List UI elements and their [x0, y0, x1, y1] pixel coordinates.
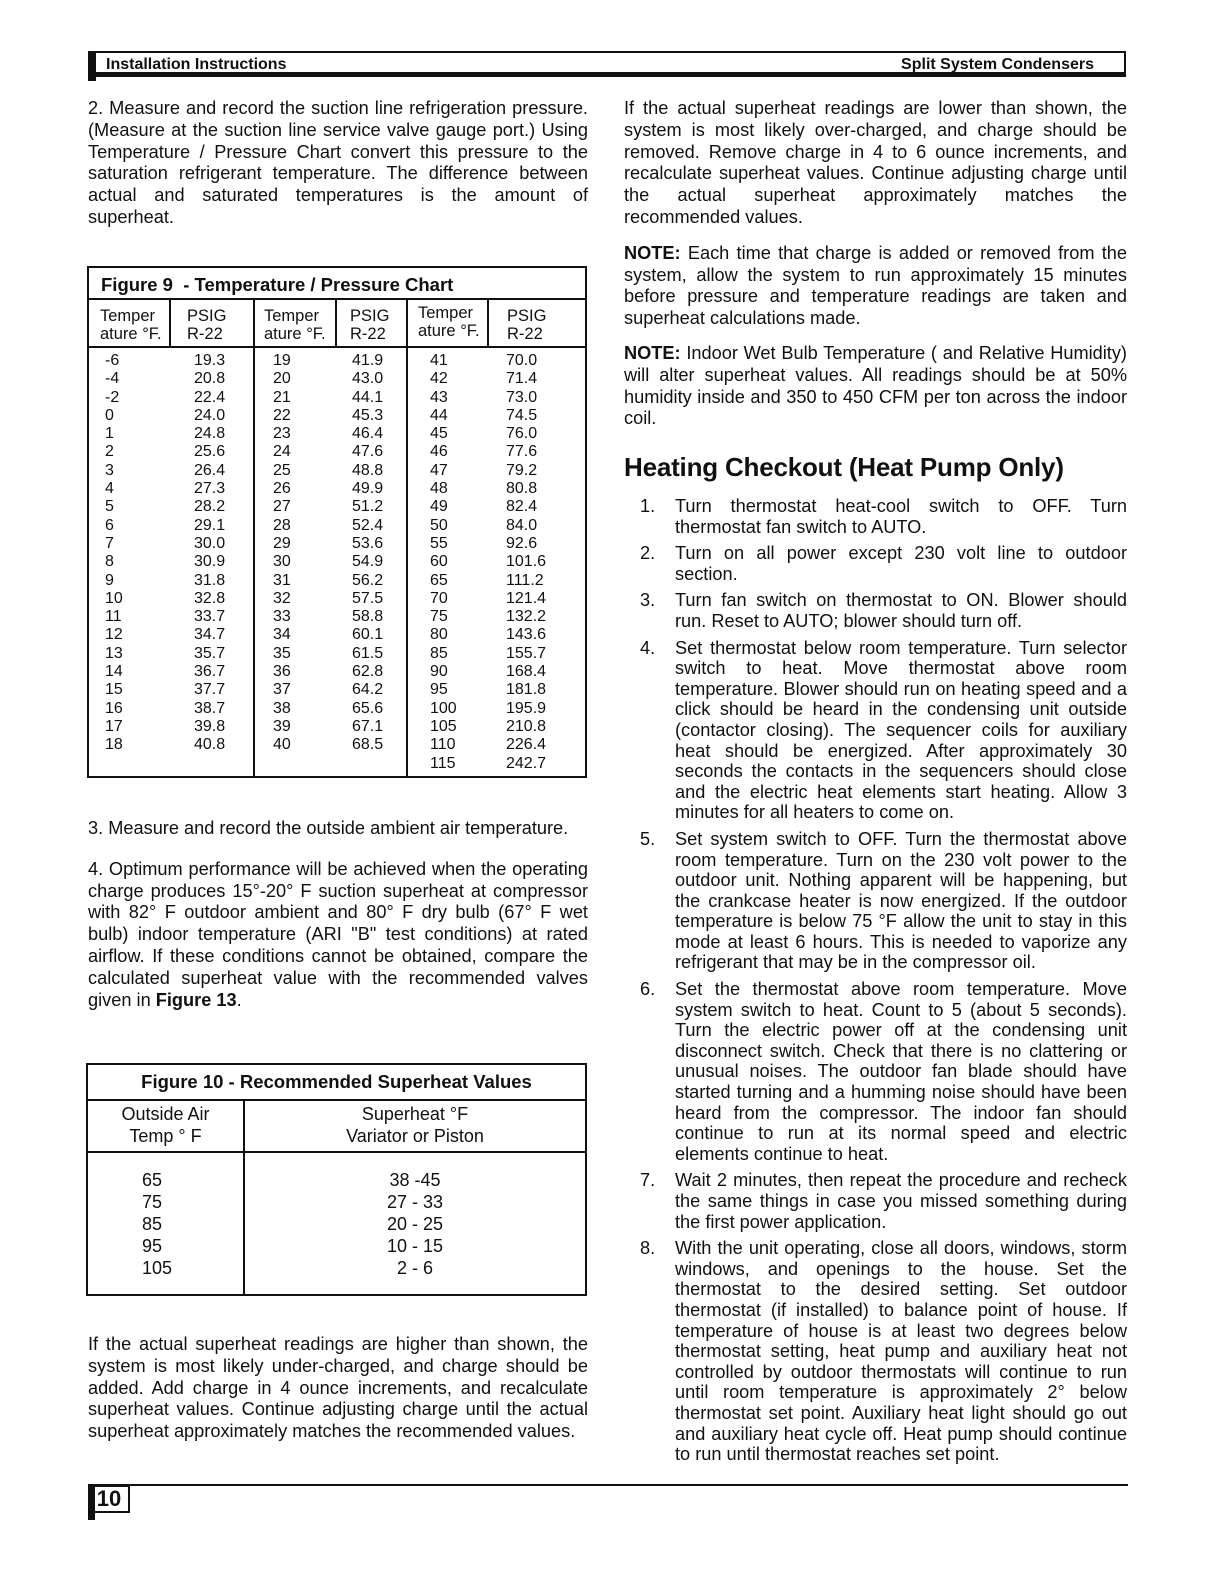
figure-9-psig-col-1: 19.3 20.8 22.4 24.0 24.8 25.6 26.4 27.3 28.2 29.1 30.0 30.9 31.8 32.8 33.7 34.7 35.7 36.7 37.7 38.7 39.8 40.8: [194, 352, 226, 754]
step-number: 1.: [640, 496, 656, 516]
figure-10-header-superheat: Superheat °F Variator or Piston: [346, 1104, 484, 1146]
section-heading-heating-checkout: Heating Checkout (Heat Pump Only): [624, 452, 1064, 482]
figure-9-divider: [253, 298, 255, 776]
figure-10-superheat-table: [86, 1063, 587, 1296]
header-text: ature °F.: [264, 325, 326, 343]
figure-9-psig-col-2: 41.9 43.0 44.1 45.3 46.4 47.6 48.8 49.9 51.2 52.4 53.6 54.9 56.2 57.5 58.8 60.1 61.5 62.8 64.2 65.6 67.1 68.5: [352, 352, 384, 754]
step-number: 8.: [640, 1238, 656, 1259]
paragraph-overcharged: If the actual superheat readings are lower than shown, the system is most likely over-charged, and charge should be removed. Remove charge in 4 to 6 ounce increments, and recalculate superheat values. Continue adjusting charge until the actual superheat approximately matches the recommended values.: [624, 98, 1127, 227]
figure-10-header-outside-air: Outside Air Temp ° F: [121, 1104, 210, 1146]
left-column-bottom: [88, 1334, 588, 1443]
figure-10-superheat-values: 38 -45 27 - 33 20 - 25 10 - 15 2 - 6: [386, 1170, 444, 1278]
note-charge-time: [624, 243, 1127, 330]
figure-9-temperature-pressure-chart: [87, 266, 587, 778]
step-number: 2.: [640, 543, 656, 564]
header-left-title: Installation Instructions: [106, 56, 287, 73]
figure-10-temps: 65 75 85 95 105: [142, 1170, 173, 1278]
paragraph-step-2: 2. Measure and record the suction line refrigeration pressure. (Measure at the suction line service valve gauge port.) Using Temperature / Pressure Chart convert this pressure to the saturation refrigerant temperature. The difference between actual and saturated temperatures is the amount of superheat.: [88, 98, 588, 227]
note-text: Each time that charge is added or removed from the system, allow the system to run approximately 15 minutes before pressure and temperature readings are taken and superheat calculations made.: [624, 242, 1127, 329]
step-text: With the unit operating, close all doors, windows, storm windows, and openings to the house. Set the thermostat to the desired setting. Set outdoor thermostat (if installed) to balance point of house. If temperature of house is at least two degrees below thermostat setting, heat pump and auxiliary heat not controlled by outdoor thermostats will continue to run until room temperature is approximately 2° below thermostat set point. Auxiliary heat light should go out and auxiliary heat cycle off. Heat pump should continue to run until thermostat reaches set point.: [675, 1238, 1127, 1465]
step-number: 7.: [640, 1170, 656, 1191]
figure-9-temps-col-3: 41 42 43 44 45 46 47 48 49 50 55 60 65 70 75 80 85 90 95 100 105 110 115: [430, 352, 457, 772]
figure-9-header-rule: [89, 346, 585, 348]
list-item: [624, 543, 1127, 584]
figure-9-header-temp-1: [100, 307, 162, 343]
figure-9-divider: [406, 298, 408, 776]
figure-9-title-text: - Temperature / Pressure Chart: [183, 274, 454, 295]
step-number: 6.: [640, 979, 656, 1000]
figure-9-header-psig-3: [507, 307, 546, 343]
header-right-title: Split System Condensers: [901, 56, 1094, 73]
list-item: [624, 1238, 1127, 1465]
header-text: PSIG: [350, 307, 390, 325]
figure-9-label: Figure 9: [101, 274, 173, 295]
page-number: 10: [96, 1486, 122, 1511]
left-column-middle: [88, 818, 588, 1011]
header-text: Temper: [100, 307, 156, 325]
step-text: Set thermostat below room temperature. Turn selector switch to heat. Move thermostat above room temperature. Blower should run on heating speed and a click should be heard in the condensing unit outside (contactor closing). The sequencer coils for auxiliary heat should be energized. After approximately 30 seconds the contacts in the sequencers should close and the electric heat elements start heating. Allow 3 minutes for all heaters to come on.: [675, 637, 1127, 823]
paragraph-step-3: 3. Measure and record the outside ambient air temperature.: [88, 818, 569, 838]
step-text: Turn on all power except 230 volt line to outdoor section.: [675, 543, 1127, 584]
figure-9-header-psig-1: [187, 307, 226, 343]
header-accent-bar: [88, 51, 96, 81]
figure-10-header-rule: [88, 1151, 585, 1153]
figure-10-rule: [88, 1099, 585, 1101]
header-text: Temper: [264, 307, 320, 325]
figure-9-header-temp-3: [418, 304, 480, 340]
figure-9-header-temp-2: [264, 307, 326, 343]
figure-9-header-psig-2: [350, 307, 389, 343]
step-text: Set system switch to OFF. Turn the thermostat above room temperature. Turn on the 230 volt power to the outdoor unit. Nothing apparent will be happening, but the crankcase heater is now energized. If the outdoor temperature is below 75 °F allow the unit to stay in this mode at least 6 hours. This is needed to vaporize any refrigerant that may be in the compressor oil.: [675, 828, 1127, 973]
header-text: R-22: [350, 325, 386, 343]
paragraph-step-4-text: 4. Optimum performance will be achieved when the operating charge produces 15°-20° F suction superheat at compressor with 82° F outdoor ambient and 80° F dry bulb (67° F wet bulb) indoor temperature (ARI "B" test conditions) at rated airflow. If these conditions cannot be obtained, compare the calculated superheat value with the recommended valves given in: [88, 858, 588, 1010]
paragraph-undercharged: If the actual superheat readings are higher than shown, the system is most likely under-charged, and charge should be added. Add charge in 4 ounce increments, and recalculate superheat values. Continue adjusting charge until the actual superheat approximately matches the recommended values.: [88, 1334, 588, 1442]
page-header: [88, 51, 1126, 77]
header-text: PSIG: [187, 307, 227, 325]
step-text: Wait 2 minutes, then repeat the procedure and recheck the same things in case you missed something during the first power application.: [675, 1170, 1127, 1232]
figure-9-temps-col-1: -6 -4 -2 0 1 2 3 4 5 6 7 8 9 10 11 12 13 14 15 16 17 18: [105, 352, 123, 754]
right-column-top: [624, 98, 1127, 430]
header-text: R-22: [187, 325, 223, 343]
header-text: Temper: [418, 304, 474, 322]
header-text: ature °F.: [100, 325, 162, 343]
note-label: NOTE:: [624, 342, 681, 363]
step-text: Turn thermostat heat-cool switch to OFF. Turn thermostat fan switch to AUTO.: [675, 496, 1127, 537]
step-number: 3.: [640, 590, 656, 611]
figure-9-rule: [89, 298, 585, 300]
note-wet-bulb: [624, 343, 1127, 430]
step-text: Set the thermostat above room temperature. Move system switch to heat. Count to 5 (about 5 seconds). Turn the electric power off at the condensing unit disconnect switch. Check that there is no clattering or unusual noises. The outdoor fan blade should have started turning and a humming noise should have been heard from the compressor. The indoor fan should continue to run at its normal speed and electric elements continue to heat.: [675, 979, 1127, 1164]
heating-checkout-steps: [624, 496, 1127, 1471]
header-text: R-22: [507, 325, 543, 343]
paragraph-step-4: 4. Optimum performance will be achieved when the operating charge produces 15°-20° F suction superheat at compressor with 82° F outdoor ambient and 80° F dry bulb (67° F wet bulb) indoor temperature (ARI "B" test conditions) at rated airflow. If these conditions cannot be obtained, compare the calculated superheat value with the recommended valves given in Figure 13.: [88, 858, 588, 1010]
page-number-box: [88, 1485, 130, 1513]
list-item: [624, 829, 1127, 973]
figure-9-temps-col-2: 19 20 21 22 23 24 25 26 27 28 29 30 31 32 33 34 35 36 37 38 39 40: [273, 352, 291, 754]
step-number: 5.: [640, 828, 656, 849]
figure-9-divider: [487, 298, 489, 346]
list-item: [624, 1170, 1127, 1232]
figure-9-divider: [335, 298, 337, 346]
step-text: Turn fan switch on thermostat to ON. Blower should run. Reset to AUTO; blower should turn off.: [675, 590, 1127, 631]
step-number: 4.: [640, 637, 656, 658]
header-text: ature °F.: [418, 322, 480, 340]
left-column-intro: [88, 98, 588, 229]
footer-rule: [88, 1484, 1128, 1486]
header-text: PSIG: [507, 307, 547, 325]
list-item: [624, 496, 1127, 537]
figure-9-title: [101, 274, 453, 296]
note-text: Indoor Wet Bulb Temperature ( and Relative Humidity) will alter superheat values. All readings should be at 50% humidity inside and 350 to 450 CFM per ton across the indoor coil.: [624, 342, 1127, 429]
figure-9-psig-col-3: 70.0 71.4 73.0 74.5 76.0 77.6 79.2 80.8 82.4 84.0 92.6 101.6 111.2 121.4 132.2 143.6 155.7 168.4 181.8 195.9 210.8 226.4 242.7: [506, 352, 547, 772]
note-label: NOTE:: [624, 242, 681, 263]
page-number-accent-bar: [88, 1485, 95, 1520]
list-item: [624, 979, 1127, 1164]
list-item: [624, 638, 1127, 823]
figure-13-reference: Figure 13: [155, 989, 237, 1010]
figure-9-divider: [169, 298, 171, 346]
figure-10-title: Figure 10 - Recommended Superheat Values: [141, 1071, 532, 1092]
list-item: [624, 590, 1127, 631]
